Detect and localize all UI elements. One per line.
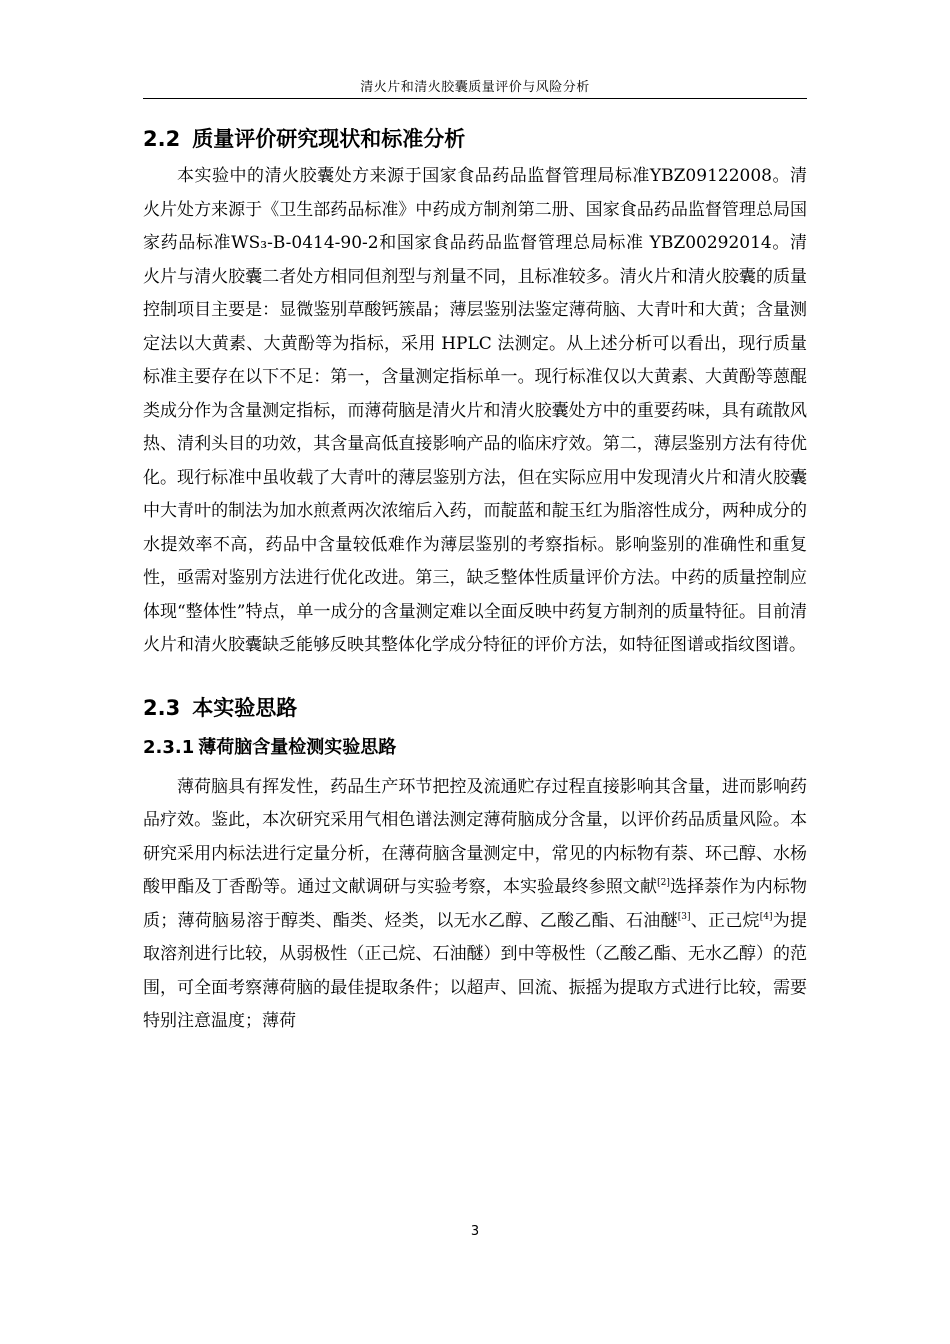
section-title: 本实验思路 bbox=[192, 695, 298, 720]
paragraph-text: 薄荷脑具有挥发性，药品生产环节把控及流通贮存过程直接影响其含量，进而影响药品疗效。鉴此，本次研究采用气相色谱法测定薄荷脑成分含量，以评价药品质量风险。本研究采用内标法进行定量分析，在薄荷脑含量测定中，常见的内标物有萘、环己醇、水杨酸甲酯及丁香酚等。通过文献调研与实验考察，本实验最终参照文献 bbox=[143, 776, 807, 897]
paragraph-text: 、正己烷 bbox=[690, 910, 760, 931]
citation-link[interactable]: [3] bbox=[677, 911, 691, 922]
subsection-number: 2.3.1 bbox=[143, 736, 195, 758]
citation-link[interactable]: [4] bbox=[759, 911, 773, 922]
page-body bbox=[143, 122, 807, 1039]
running-header: 清火片和清火胶囊质量评价与风险分析 bbox=[360, 80, 590, 95]
paragraph-text: 为提取溶剂进行比较，从弱极性（正己烷、石油醚）到中等极性（乙酸乙酯、无水乙醇）的范围，可全面考察薄荷脑的最佳提取条件；以超声、回流、振摇为提取方式进行比较，需要特别注意温度；薄荷 bbox=[143, 910, 807, 1031]
section-number: 2.2 bbox=[143, 127, 181, 151]
subsection-heading-2-3-1 bbox=[143, 733, 807, 763]
page-number: 3 bbox=[470, 1224, 480, 1239]
paragraph-menthol-method bbox=[143, 771, 807, 1039]
paragraph-text: 选择萘作为内标物质；薄荷脑易溶于醇类、酯类、烃类，以无水乙醇、乙酸乙酯、石油醚 bbox=[143, 877, 808, 931]
section-heading-2-3 bbox=[143, 691, 807, 725]
citation-link[interactable]: [2] bbox=[657, 878, 670, 888]
header-rule bbox=[143, 98, 807, 99]
section-title: 质量评价研究现状和标准分析 bbox=[192, 127, 466, 151]
section-heading-2-2 bbox=[143, 122, 807, 156]
section-number: 2.3 bbox=[143, 695, 181, 720]
paragraph-quality-standards: 本实验中的清火胶囊处方来源于国家食品药品监督管理局标准YBZ09122008。清火片处方来源于《卫生部药品标准》中药成方制剂第二册、国家食品药品监督管理总局国家药品标准WS₃-B-0414-90-2和国家食品药品监督管理总局标准 YBZ00292014。清火片与清火胶囊二者处方相同但剂型与剂量不同，且标准较多。清火片和清火胶囊的质量控制项目主要是：显微鉴别草酸钙簇晶；薄层鉴别法鉴定薄荷脑、大青叶和大黄；含量测定法以大黄素、大黄酚等为指标，采用 HPLC 法测定。从上述分析可以看出，现行质量标准主要存在以下不足：第一，含量测定指标单一。现行标准仅以大黄素、大黄酚等蒽醌类成分作为含量测定指标，而薄荷脑是清火片和清火胶囊处方中的重要药味，具有疏散风热、清利头目的功效，其含量高低直接影响产品的临床疗效。第二，薄层鉴别方法有待优化。现行标准中虽收载了大青叶的薄层鉴别方法，但在实际应用中发现清火片和清火胶囊中大青叶的制法为加水煎煮两次浓缩后入药，而靛蓝和靛玉红为脂溶性成分，两种成分的水提效率不高，药品中含量较低难作为薄层鉴别的考察指标。影响鉴别的准确性和重复性，亟需对鉴别方法进行优化改进。第三，缺乏整体性质量评价方法。中药的质量控制应体现“整体性”特点，单一成分的含量测定难以全面反映中药复方制剂的质量特征。目前清火片和清火胶囊缺乏能够反映其整体化学成分特征的评价方法，如特征图谱或指纹图谱。 bbox=[143, 166, 807, 655]
subsection-title: 薄荷脑含量检测实验思路 bbox=[198, 736, 397, 758]
